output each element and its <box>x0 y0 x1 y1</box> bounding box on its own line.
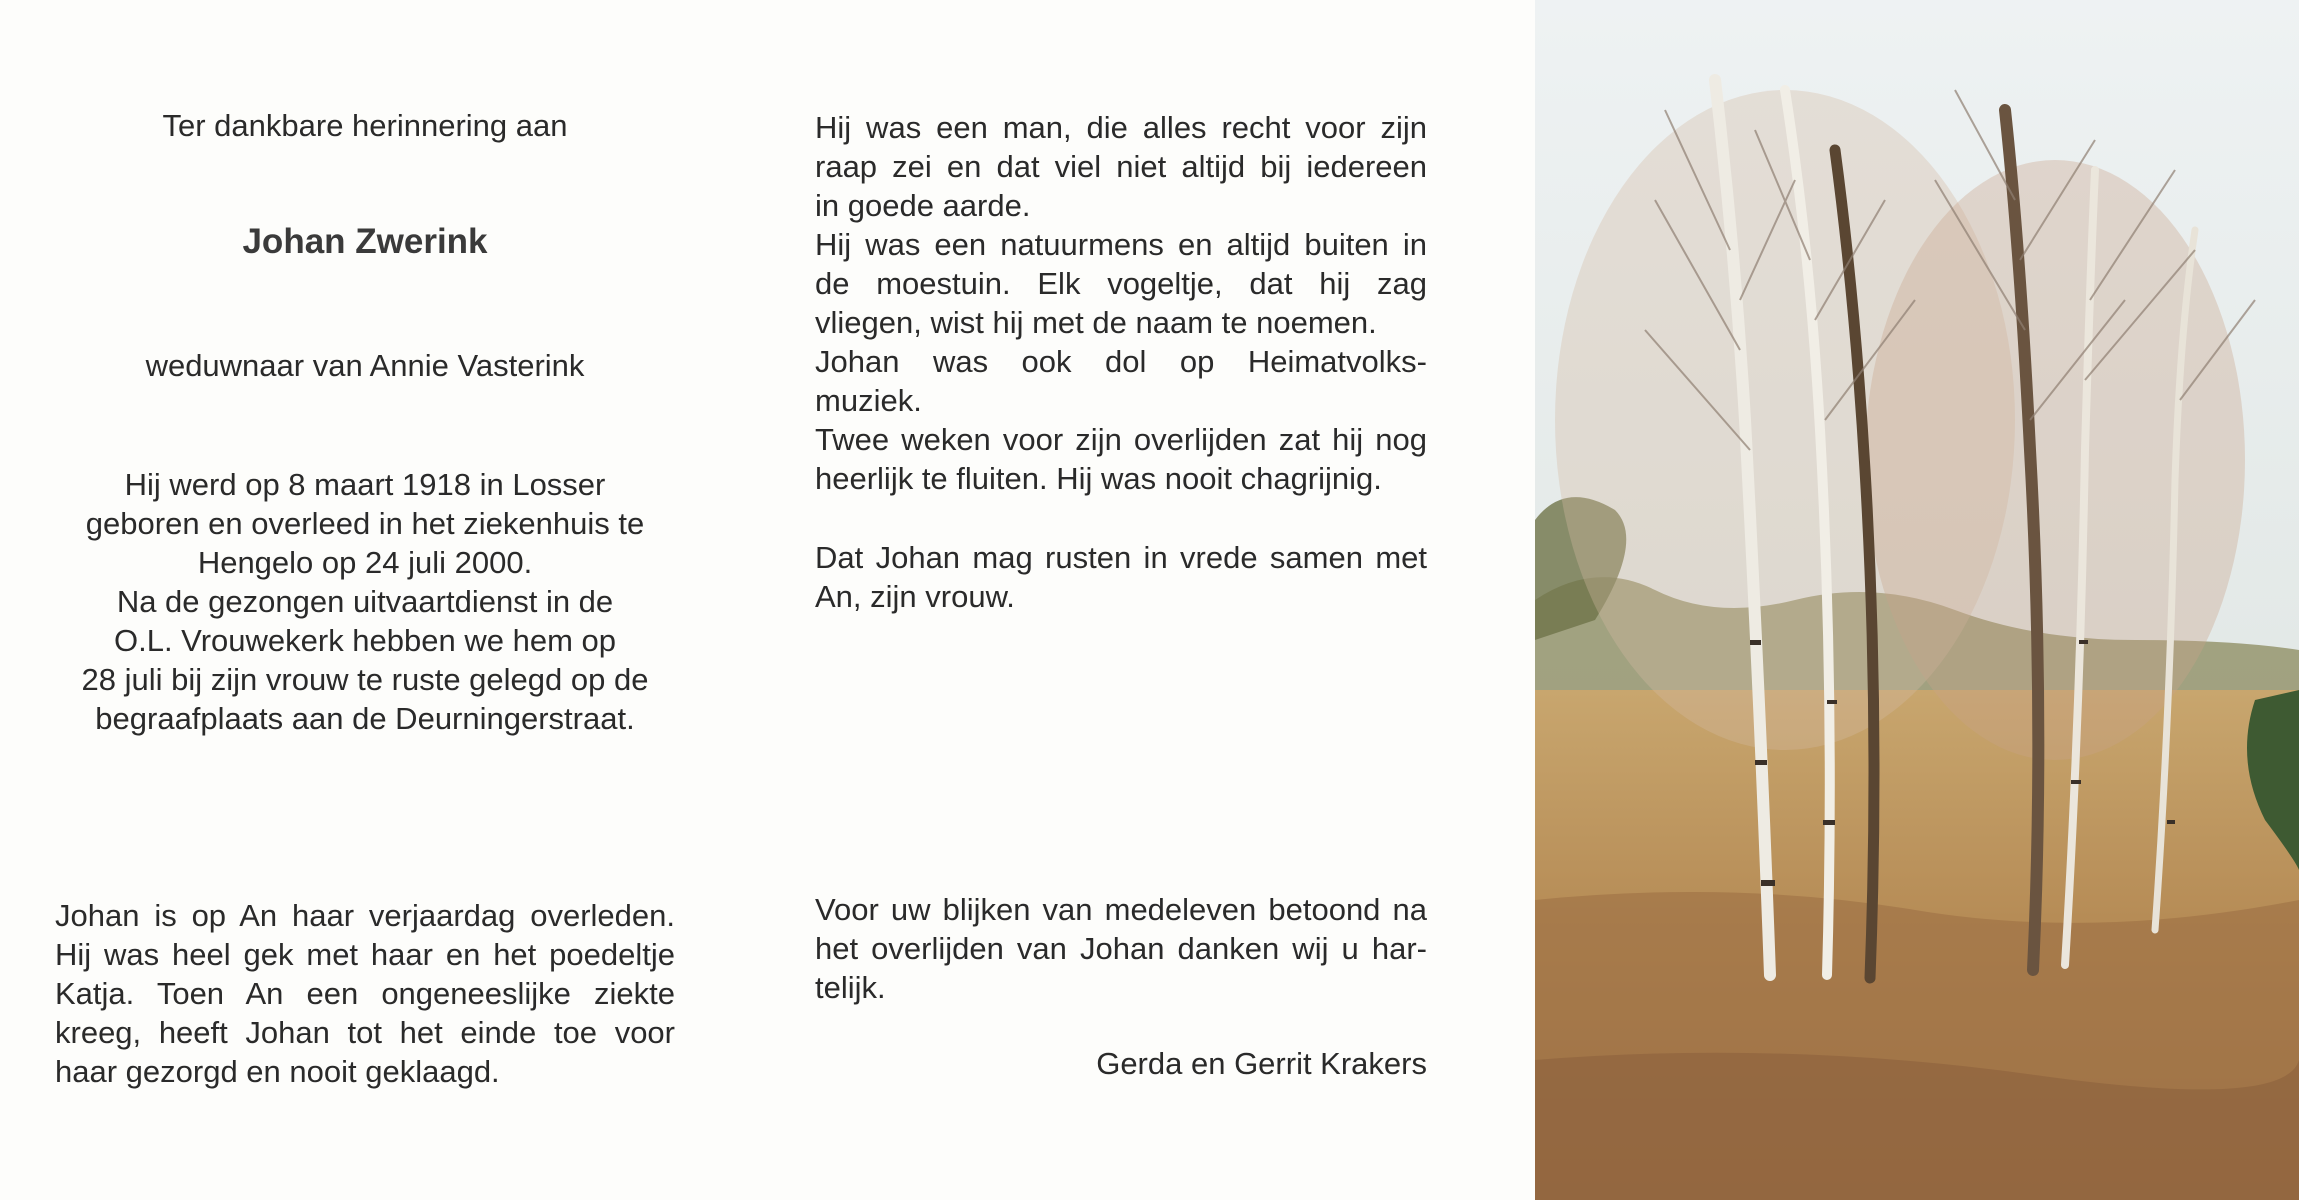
bio-line: geboren en overleed in het ziekenhuis te <box>85 506 645 541</box>
bio-line: Hengelo op 24 juli 2000. <box>197 545 533 580</box>
rest-paragraph <box>815 538 1427 616</box>
character-paragraph <box>815 108 1427 498</box>
biography-paragraph <box>55 465 675 738</box>
memory-line: haar gezorgd en nooit geklaagd. <box>55 1054 500 1089</box>
memory-line: kreeg, heeft Johan tot het einde toe voor <box>55 1015 675 1050</box>
character-line: muziek. <box>815 383 922 418</box>
character-line: heerlijk te fluiten. Hij was nooit chagrijnig. <box>815 461 1382 496</box>
deceased-name: Johan Zwerink <box>242 222 488 261</box>
character-line: raap zei en dat viel niet altijd bij iedereen <box>815 149 1427 184</box>
character-line: vliegen, wist hij met de naam te noemen. <box>815 305 1377 340</box>
memory-line: Katja. Toen An een ongeneeslijke ziekte <box>55 976 675 1011</box>
thanks-paragraph <box>815 890 1427 1007</box>
bio-line: Na de gezongen uitvaartdienst in de <box>116 584 614 619</box>
birch-trees-heath-photo <box>1535 0 2299 1200</box>
character-line: Johan was ook dol op Heimatvolks- <box>815 344 1427 379</box>
widower-line: weduwnaar van Annie Vasterink <box>145 348 585 383</box>
rest-line: An, zijn vrouw. <box>815 579 1015 614</box>
character-line: Hij was een man, die alles recht voor zijn <box>815 110 1427 145</box>
memory-paragraph <box>55 896 675 1091</box>
bio-line: Hij werd op 8 maart 1918 in Losser <box>124 467 606 502</box>
thanks-line: Voor uw blijken van medeleven betoond na <box>815 892 1427 927</box>
memory-line: Hij was heel gek met haar en het poedeltje <box>55 937 675 972</box>
signature: Gerda en Gerrit Krakers <box>1096 1046 1427 1081</box>
memory-line: Johan is op An haar verjaardag overleden. <box>55 898 675 933</box>
thanks-line: telijk. <box>815 970 886 1005</box>
character-line: Twee weken voor zijn overlijden zat hij nog <box>815 422 1427 457</box>
bio-line: begraafplaats aan de Deurningerstraat. <box>95 701 635 736</box>
thanks-line: het overlijden van Johan danken wij u har- <box>815 931 1427 966</box>
bio-line: 28 juli bij zijn vrouw te ruste gelegd op de <box>81 662 649 697</box>
bio-line: O.L. Vrouwekerk hebben we hem op <box>113 623 617 658</box>
character-line: in goede aarde. <box>815 188 1031 223</box>
dedication-line: Ter dankbare herinnering aan <box>162 108 568 143</box>
character-line: Hij was een natuurmens en altijd buiten in <box>815 227 1427 262</box>
rest-line: Dat Johan mag rusten in vrede samen met <box>815 540 1427 575</box>
character-line: de moestuin. Elk vogeltje, dat hij zag <box>815 266 1427 301</box>
